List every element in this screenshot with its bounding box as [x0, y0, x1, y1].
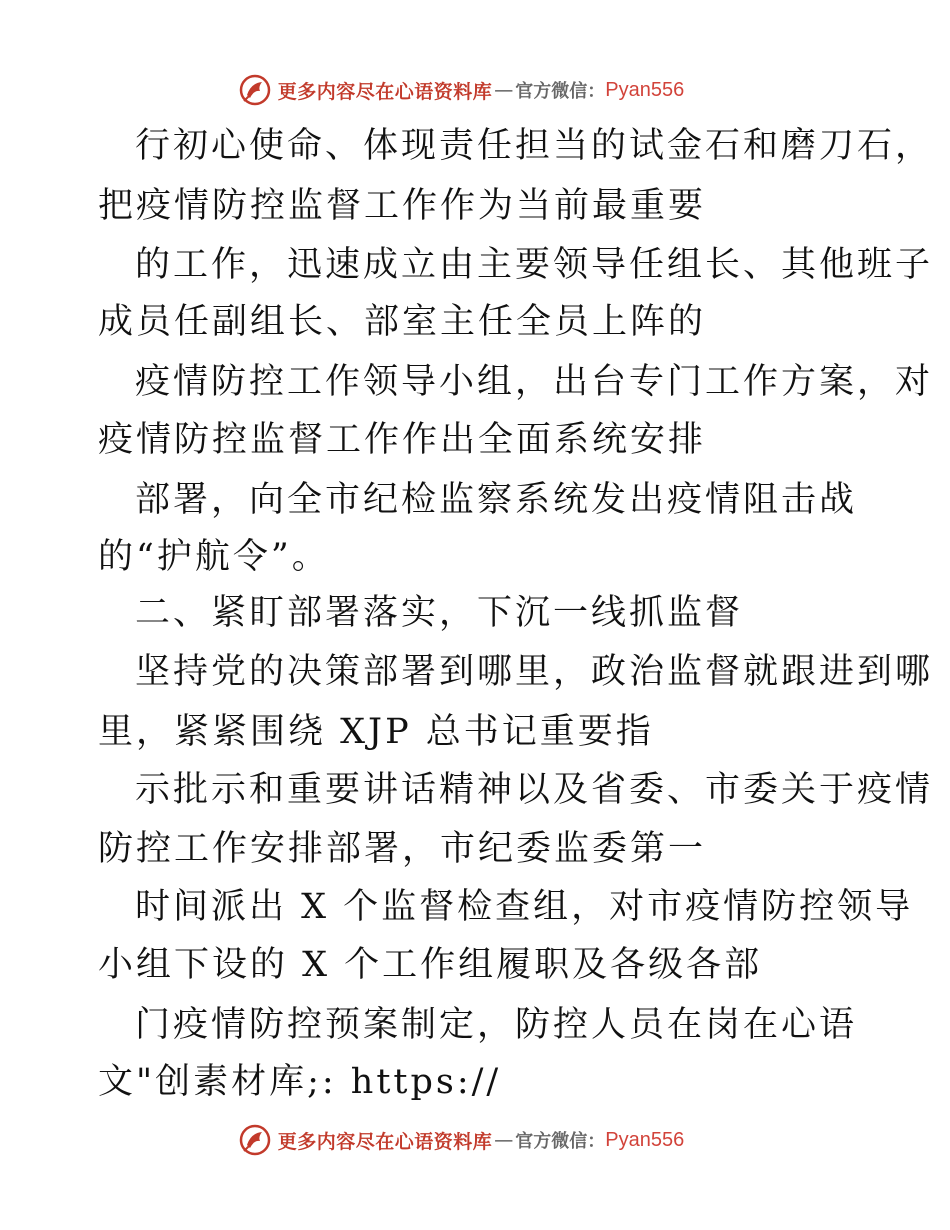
body-line-14: 时间派出 X 个监督检查组，对市疫情防控领导: [135, 887, 914, 927]
body-line-15: 小组下设的 X 个工作组履职及各级各部: [98, 945, 763, 985]
banner-wechat-label: 官方微信：: [515, 81, 606, 102]
banner-separator: —: [494, 79, 514, 101]
banner-separator: —: [494, 1129, 514, 1151]
body-line-11: 里，紧紧围绕 XJP 总书记重要指: [98, 712, 654, 752]
body-line-12: 示批示和重要讲话精神以及省委、市委关于疫情: [135, 770, 934, 810]
banner-brand-text: 更多内容尽在心语资料库: [277, 80, 493, 103]
header-banner: [0, 70, 950, 110]
body-line-13: 防控工作安排部署，市纪委监委第一: [98, 829, 707, 869]
body-line-5: 疫情防控工作领导小组，出台专门工作方案，对: [135, 362, 934, 402]
footer-banner: [0, 1120, 950, 1160]
body-line-2: 把疫情防控监督工作作为当前最重要: [98, 186, 707, 226]
banner-wechat-id: Pyan556: [605, 1128, 685, 1151]
brand-logo-icon: [238, 1123, 272, 1157]
banner-wechat-label: 官方微信：: [515, 1131, 606, 1152]
body-line-16: 门疫情防控预案制定，防控人员在岗在心语: [135, 1005, 858, 1045]
body-line-10: 坚持党的决策部署到哪里，政治监督就跟进到哪: [135, 652, 934, 692]
banner-wechat-id: Pyan556: [605, 78, 685, 101]
body-line-7: 部署，向全市纪检监察系统发出疫情阻击战: [135, 480, 858, 520]
body-line-6: 疫情防控监督工作作出全面系统安排: [98, 420, 707, 460]
body-line-8: 的“护航令”。: [98, 537, 330, 577]
body-line-3: 的工作，迅速成立由主要领导任组长、其他班子: [135, 245, 934, 285]
body-line-17: 文"创素材库;: https://: [98, 1062, 502, 1102]
body-line-1: 行初心使命、体现责任担当的试金石和磨刀石，: [135, 126, 934, 166]
body-line-4: 成员任副组长、部室主任全员上阵的: [98, 302, 707, 342]
section-heading: 二、紧盯部署落实，下沉一线抓监督: [135, 593, 744, 633]
banner-brand-text: 更多内容尽在心语资料库: [277, 1130, 493, 1153]
brand-logo-icon: [238, 73, 272, 107]
